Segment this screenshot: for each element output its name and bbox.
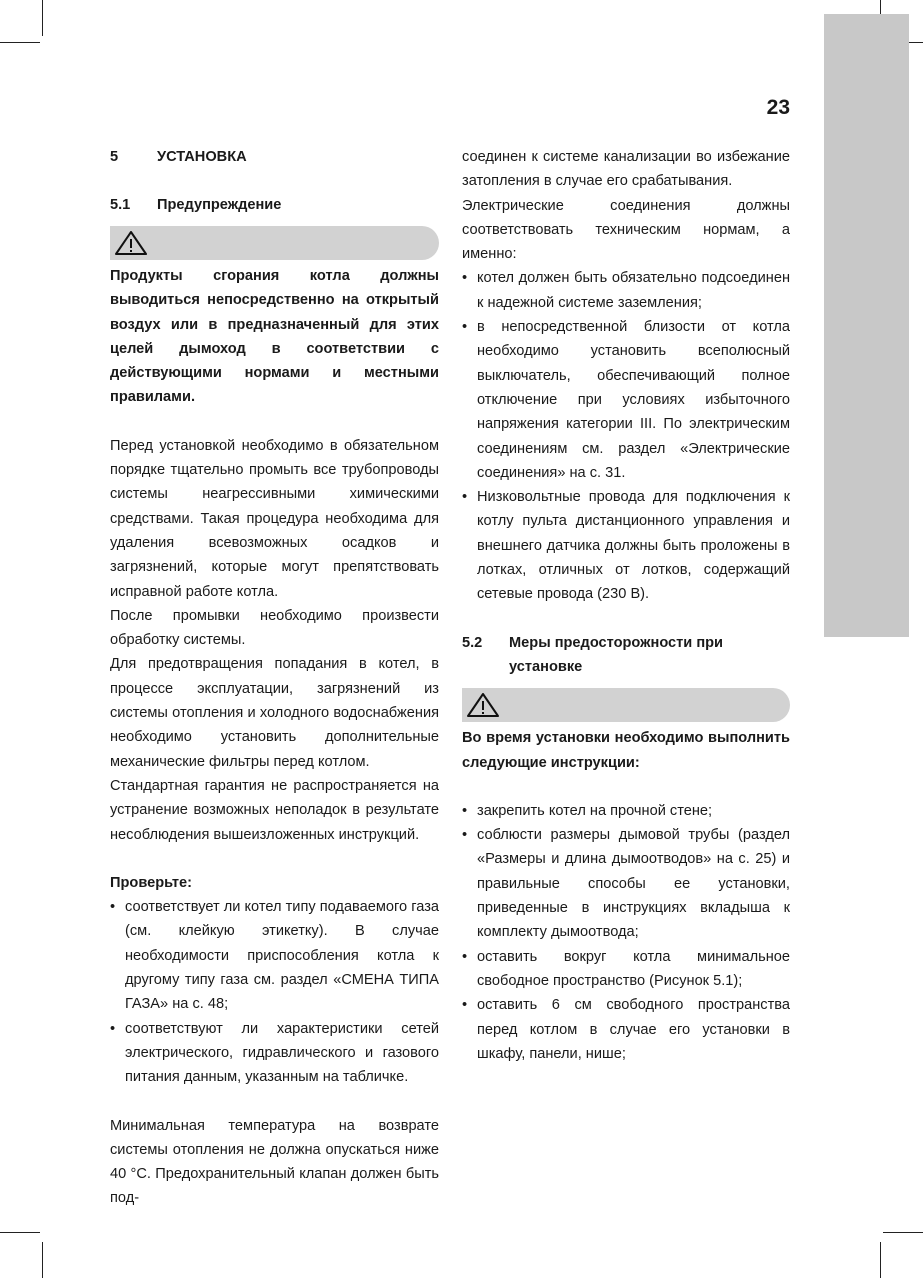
warning-text: Продукты сгорания котла должны выводиться непосредственно на открытый воздух или в предназначенный для этих целей дымоход в соответствии с действующими нормами и местными правилами. — [110, 268, 439, 406]
warning-text: Во время установки необходимо выполнить следующие инструкции: — [462, 730, 790, 771]
subsection-title: Предупреждение — [157, 197, 282, 213]
list-item: • оставить вокруг котла минимальное свободное пространство (Рисунок 5.1); — [462, 945, 790, 994]
left-column — [110, 145, 439, 1211]
crop-mark — [0, 42, 40, 43]
list-item: • соблюсти размеры дымовой трубы (раздел «Размеры и длина дымоотводов» на с. 25) и правильные способы ее установки, приведенные в инструкциях вкладыша к комплекту дымоотвода; — [462, 823, 790, 944]
page-number: 23 — [766, 96, 790, 119]
crop-mark — [880, 1242, 881, 1278]
subsection-heading — [110, 193, 439, 217]
list-item: • Низковольтные провода для подключения к котлу пульта дистанционного управления и внешнего датчика должны быть проложены в лотках, отличных от лотков, содержащий сетевые провода (230 В). — [462, 485, 790, 606]
subsection-number: 5.1 — [110, 197, 131, 213]
right-column — [462, 145, 790, 1066]
electrical-list — [462, 266, 790, 606]
section-number: 5 — [110, 149, 119, 165]
subsection-number: 5.2 — [462, 634, 483, 651]
warning-triangle-icon — [114, 230, 148, 256]
check-heading: Проверьте: — [110, 874, 192, 891]
crop-mark — [42, 1242, 43, 1278]
subsection-heading — [462, 631, 790, 680]
paragraph: соединен к системе канализации во избежание затопления в случае его срабатывания. — [462, 149, 790, 190]
paragraph: Электрические соединения должны соответствовать техническим нормам, а именно: — [462, 197, 790, 263]
list-item: • соответствует ли котел типу подаваемого газа (см. клейкую этикетку). В случае необходимости приспособления котла к другому типу газа см. раздел «СМЕНА ТИПА ГАЗА» на с. 48; — [110, 895, 439, 1016]
paragraph: Минимальная температура на возврате системы отопления не должна опускаться ниже 40 °C. Предохранительный клапан должен быть под- — [110, 1117, 439, 1207]
warning-bar — [110, 226, 439, 260]
paragraph: Перед установкой необходимо в обязательном порядке тщательно промыть все трубопроводы системы неагрессивными химическими средствами. Такая процедура необходима для удаления всевозможных осадков и загрязнений, которые могут препятствовать исправной работе котла. — [110, 437, 439, 600]
list-item: • котел должен быть обязательно подсоединен к надежной системе заземления; — [462, 266, 790, 315]
warning-bar — [462, 688, 790, 722]
list-item: • закрепить котел на прочной стене; — [462, 799, 790, 823]
paragraph: Для предотвращения попадания в котел, в процессе эксплуатации, загрязнений из системы отопления и холодного водоснабжения необходимо установить дополнительные механические фильтры перед котлом. — [110, 656, 439, 770]
list-item: • в непосредственной близости от котла необходимо установить всеполюсный выключатель, обеспечивающий полное отключение при условиях избыточного напряжения категории III. По электрическим соединениям см. раздел «Электрические соединения» на с. 31. — [462, 315, 790, 485]
crop-mark — [883, 1232, 923, 1233]
warning-triangle-icon — [466, 692, 500, 718]
chapter-side-tab — [824, 14, 909, 637]
section-title: УСТАНОВКА — [157, 149, 247, 165]
crop-mark — [0, 1232, 40, 1233]
subsection-title: Меры предосторожности при установке — [509, 634, 724, 675]
install-list — [462, 799, 790, 1066]
paragraph: После промывки необходимо произвести обработку системы. — [110, 607, 439, 649]
section-heading — [110, 145, 439, 169]
check-list — [110, 895, 439, 1089]
paragraph: Стандартная гарантия не распространяется на устранение возможных неполадок в результате несоблюдения вышеизложенных инструкций. — [110, 777, 439, 843]
crop-mark — [42, 0, 43, 36]
list-item: • оставить 6 см свободного пространства перед котлом в случае его установки в шкафу, панели, нише; — [462, 993, 790, 1066]
list-item: • соответствуют ли характеристики сетей электрического, гидравлического и газового питания данным, указанным на табличке. — [110, 1017, 439, 1090]
